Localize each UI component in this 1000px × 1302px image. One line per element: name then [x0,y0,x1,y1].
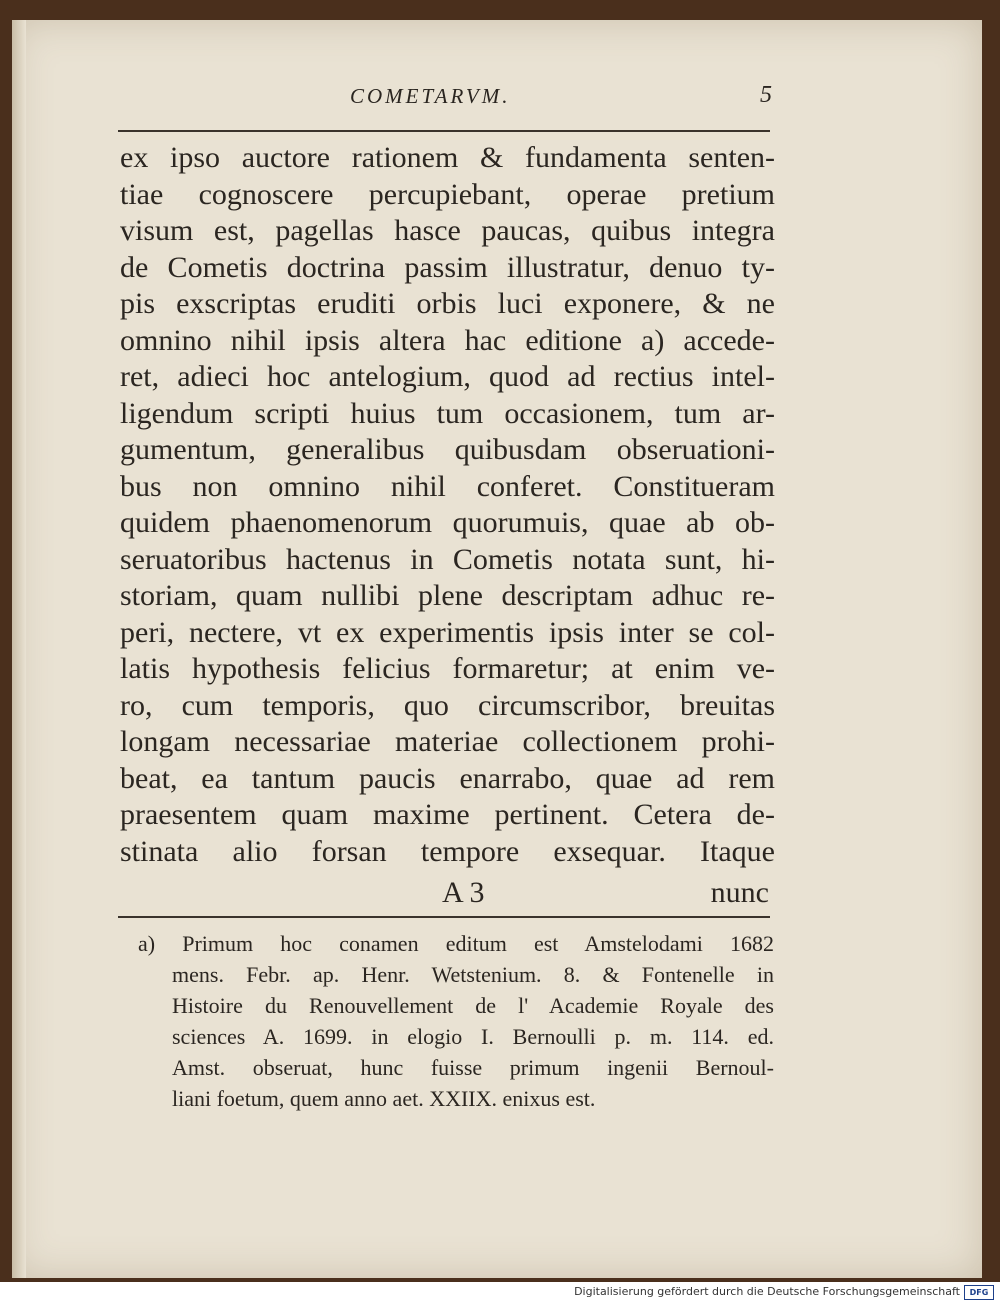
page-gutter-shadow [12,20,26,1278]
text-line: visum est, pagellas hasce paucas, quibus integra [120,214,775,247]
dfg-logo: DFG [964,1285,994,1300]
text-line: beat, ea tantum paucis enarrabo, quae ad rem [120,761,775,795]
text-line: storiam, quam nullibi plene descriptam adhuc re- [120,579,775,612]
text-line: omnino nihil ipsis altera hac editione a) accede- [120,323,775,357]
text-line: seruatoribus hactenus in Cometis notata sunt, hi- [120,542,775,576]
main-text [120,140,775,870]
footnote-line: mens. Febr. ap. Henr. Wetstenium. 8. & Fontenelle in [172,962,774,987]
signature-mark: A 3 [442,876,485,909]
catchword: nunc [710,876,769,909]
text-line: tiae cognoscere percupiebant, operae pretium [120,177,775,211]
digitization-credit: Digitalisierung gefördert durch die Deutsche Forschungsgemeinschaft [574,1285,960,1298]
footnote-rule [118,916,770,918]
page-number: 5 [760,82,772,108]
text-line: peri, nectere, vt ex experimentis ipsis inter se col- [120,615,775,649]
text-line: praesentem quam maxime pertinent. Cetera de- [120,798,775,831]
text-line: ex ipso auctore rationem & fundamenta senten- [120,141,775,174]
text-line: longam necessariae materiae collectionem prohi- [120,725,775,758]
text-line: de Cometis doctrina passim illustratur, denuo ty- [120,250,775,284]
text-line: gumentum, generalibus quibusdam obseruationi- [120,433,775,466]
footnote-line: sciences A. 1699. in elogio I. Bernoulli p. m. 114. ed. [172,1024,774,1049]
footnote [138,928,774,1114]
footnote-line: Histoire du Renouvellement de l' Academie Royale des [172,993,774,1018]
text-line: bus non omnino nihil conferet. Constitueram [120,469,775,503]
footnote-line: liani foetum, quem anno aet. XXIIX. enixus est. [172,1086,596,1111]
text-line: ro, cum temporis, quo circumscribor, breuitas [120,688,775,722]
text-line: ret, adieci hoc antelogium, quod ad rectius intel- [120,360,775,393]
credit-bar [0,1282,1000,1302]
catch-line [120,876,775,912]
footnote-line: a) Primum hoc conamen editum est Amstelodami 1682 [138,931,774,956]
footnote-line: Amst. obseruat, hunc fuisse primum ingenii Bernoul- [172,1055,774,1080]
running-head: COMETARVM. [350,84,511,108]
header-rule [118,130,770,132]
text-line: ligendum scripti huius tum occasionem, tum ar- [120,396,775,430]
text-line: quidem phaenomenorum quorumuis, quae ab ob- [120,506,775,539]
page-header [112,78,772,118]
text-line: stinata alio forsan tempore exsequar. Itaque [120,834,775,868]
text-line: pis exscriptas eruditi orbis luci exponere, & ne [120,287,775,320]
text-line: latis hypothesis felicius formaretur; at enim ve- [120,652,775,685]
